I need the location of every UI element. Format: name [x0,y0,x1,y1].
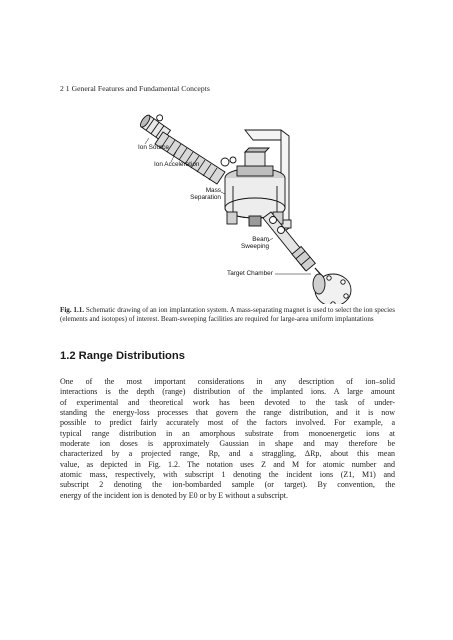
beam-sweeping-label [241,236,269,250]
body-line: possible to predict fairly accurately most of the factors involved. For example, a [60,418,395,428]
section-heading: 1.2 Range Distributions [60,350,185,362]
body-line: value, as depicted in Fig. 1.2. The notation uses Z and M for atomic number and [60,459,395,469]
mass-separation-label [189,187,221,201]
body-line: of experimental and theoretical work has been devoted to the task of under- [60,397,395,407]
target-chamber-drawing [313,268,351,304]
body-line: energy of the incident ion is denoted by E0 or by E without a subscript. [60,490,289,500]
running-head: 2 1 General Features and Fundamental Concepts [60,84,210,93]
body-line: atomic mass, respectively, with subscript 1 denoting the incident ions (Z1, M1) and [60,470,395,480]
body-line: typical range distribution in an amorphous substrate from monoenergetic ions at [60,428,395,438]
figure-caption-text: Schematic drawing of an ion implantation system. A mass-separating magnet is used to select the ion species (elements and isotopes) of interest. Beam-sweeping facilities are required for large-area uniform implantations [60,306,395,324]
figure-caption-label: Fig. 1.1. [60,306,85,314]
acceleration-column-drawing [155,132,236,184]
body-line: subscript 2 denoting the ion-bombarded sample (or target). By convention, the [60,480,395,490]
target-chamber-label: Target Chamber [227,270,273,277]
beam-sweeping-label-line-1: Beam [252,236,269,243]
body-line: characterized by a projected range, Rp, and a straggling, ΔRp, about this mean [60,449,395,459]
body-paragraph [60,377,395,501]
mass-separation-label-line-1: Mass [205,187,221,194]
body-line: standing the energy-loss processes that govern the range distribution, and it is now [60,408,395,418]
ion-source-label: Ion Source [138,144,169,151]
ion-acceleration-label: Ion Acceleration [154,161,200,168]
body-line: One of the most important considerations in any description of ion–solid [60,377,395,386]
mass-separation-label-line-2: Separation [190,194,221,202]
body-line: moderate ion doses is approximately Gaussian in shape and may therefore be [60,439,395,449]
beam-sweeping-label-line-2: Sweeping [241,243,270,251]
ion-implanter-figure [105,108,355,304]
body-line: interactions is the depth (range) distribution of the implanted ions. A large amount [60,387,395,397]
figure-caption [60,306,395,325]
